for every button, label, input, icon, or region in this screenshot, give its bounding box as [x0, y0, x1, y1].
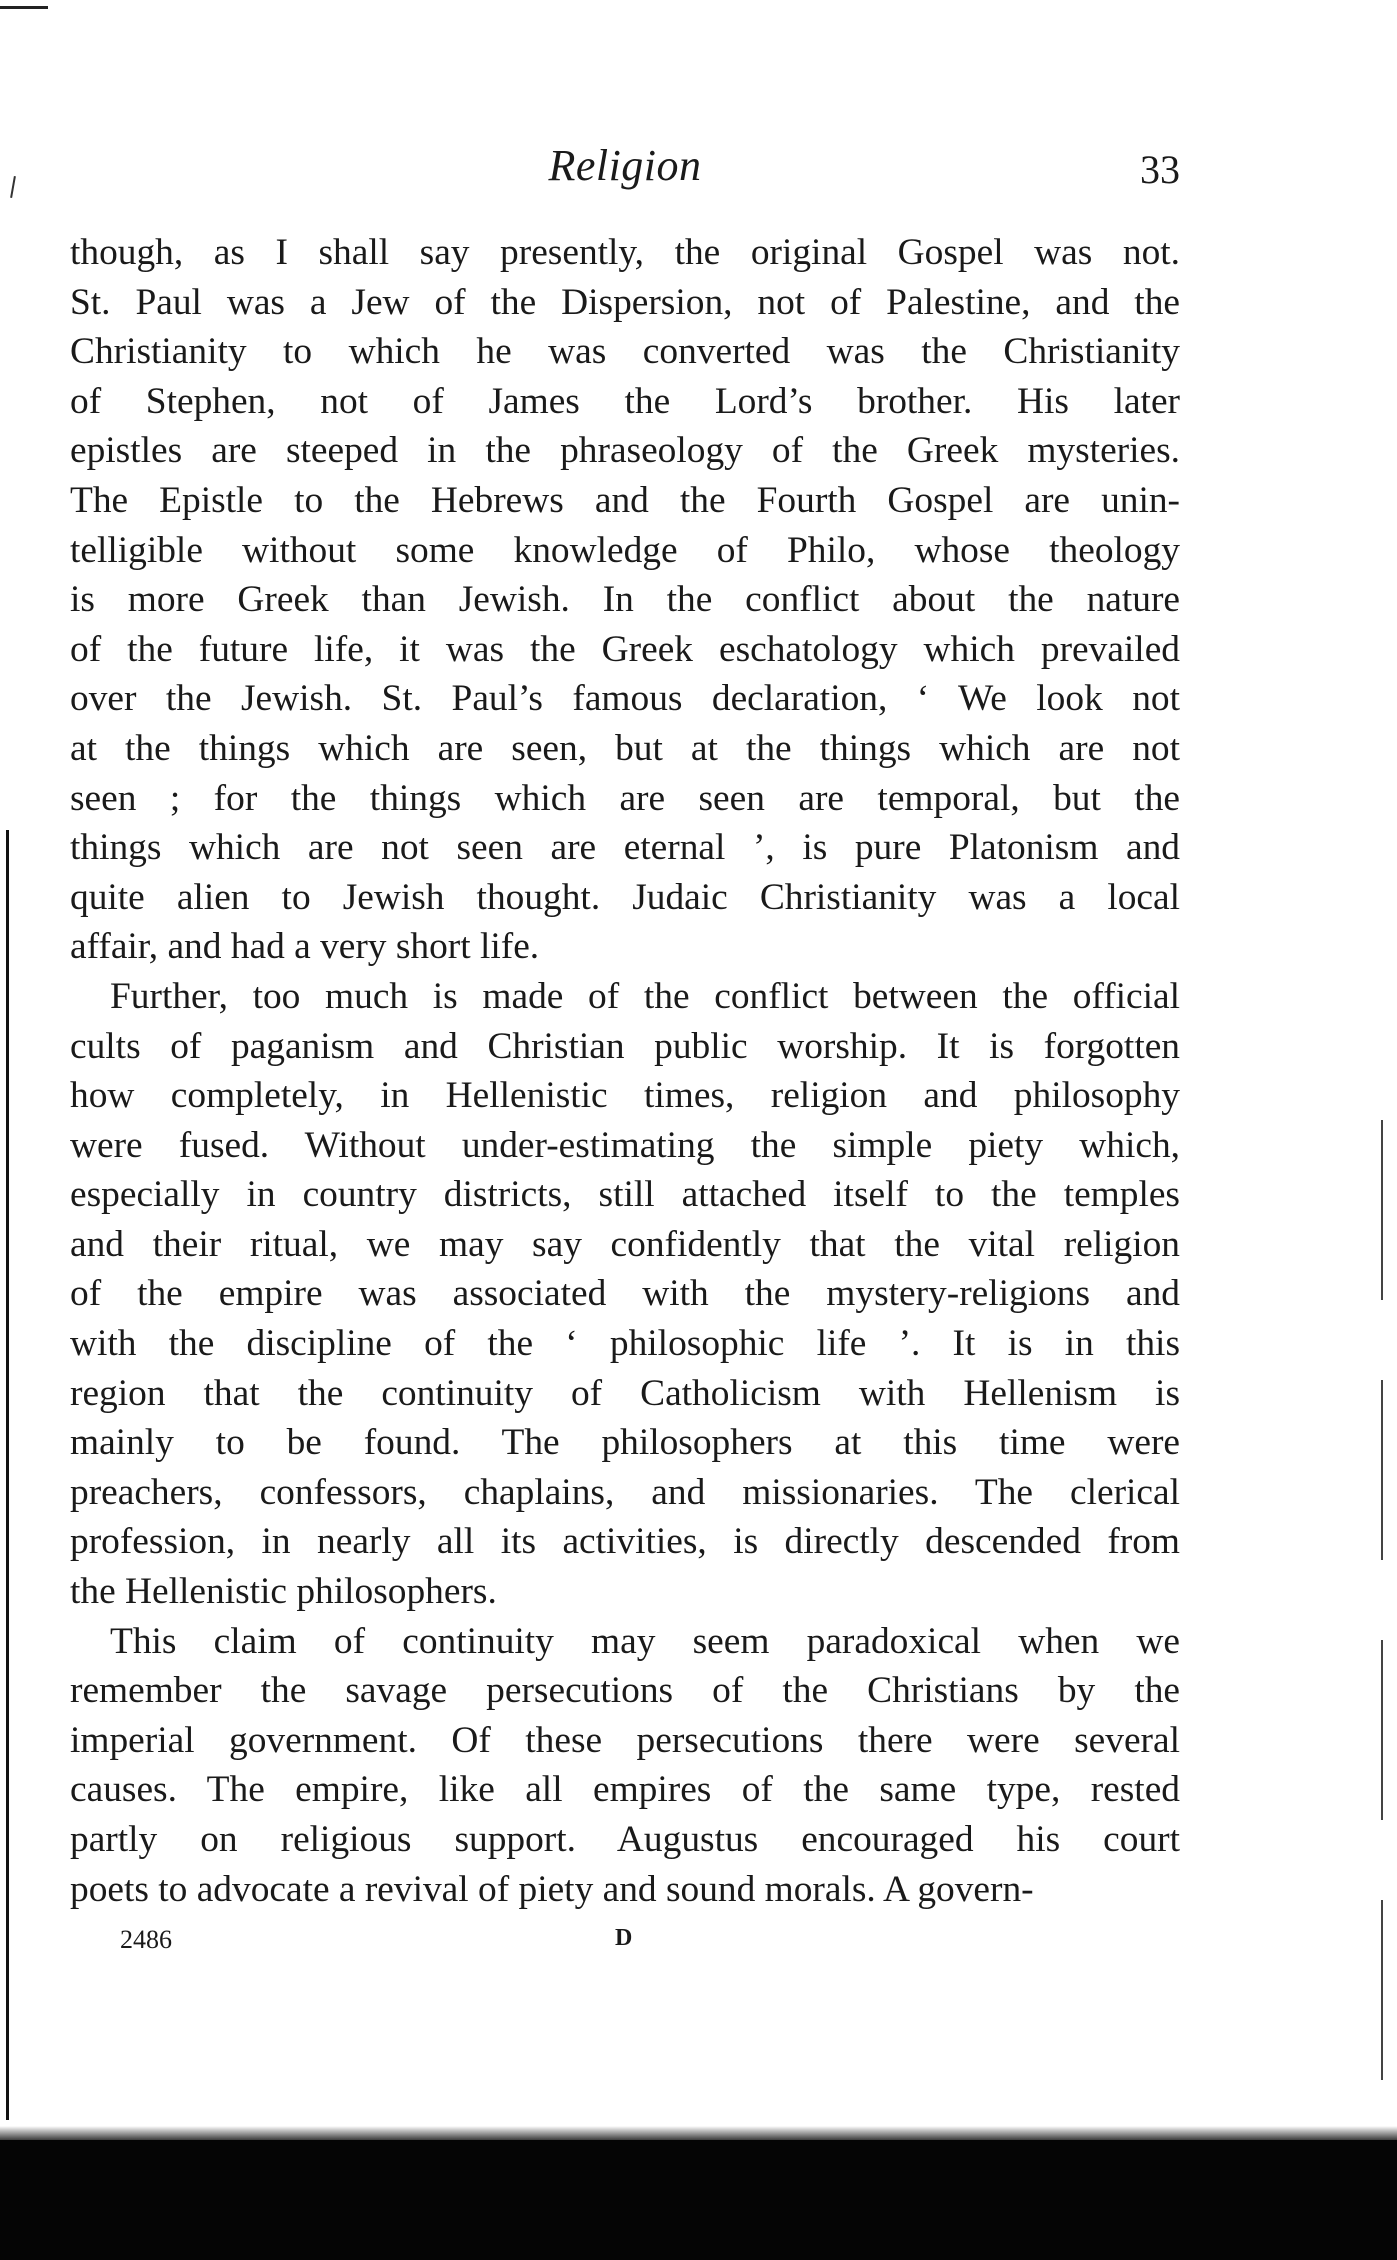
- page-footer: [110, 1925, 1110, 1965]
- text-line: partly on religious support. Augustus encouraged his court: [70, 1819, 1180, 1860]
- scan-artifact-bottom-band: [0, 2140, 1397, 2260]
- text-line: preachers, confessors, chaplains, and missionaries. The clerical: [70, 1471, 1180, 1513]
- signature-letter: D: [615, 1925, 633, 1951]
- text-line: epistles are steeped in the phraseology of the Greek mysteries.: [70, 430, 1180, 472]
- text-line: is more Greek than Jewish. In the conflict about the nature: [70, 579, 1180, 621]
- scan-artifact-top-mark: [0, 6, 48, 9]
- text-line: at the things which are seen, but at the things which are not: [70, 727, 1180, 769]
- scan-artifact-left-tick: [10, 176, 16, 198]
- text-line: telligible without some knowledge of Philo, whose theology: [70, 529, 1180, 571]
- paragraph: [70, 228, 1180, 972]
- text-line: quite alien to Jewish thought. Judaic Christianity was a local: [70, 876, 1180, 918]
- scan-artifact-right-edge: [1381, 1120, 1383, 2140]
- text-line: causes. The empire, like all empires of the same type, rested: [70, 1769, 1180, 1811]
- text-line: of the empire was associated with the mystery-religions and: [70, 1273, 1180, 1315]
- text-line: Christianity to which he was converted was the Christianity: [70, 331, 1180, 373]
- text-line: cults of paganism and Christian public worship. It is forgotten: [70, 1025, 1180, 1067]
- text-line: poets to advocate a revival of piety and sound morals. A govern-: [70, 1868, 1034, 1910]
- text-line: over the Jewish. St. Paul’s famous declaration, ‘ We look not: [70, 678, 1180, 720]
- running-head: [70, 140, 1180, 196]
- text-line: the Hellenistic philosophers.: [70, 1571, 497, 1613]
- text-line: mainly to be found. The philosophers at this time were: [70, 1422, 1180, 1464]
- text-line: though, as I shall say presently, the original Gospel was not.: [70, 232, 1180, 273]
- text-line: region that the continuity of Catholicism with Hellenism is: [70, 1372, 1180, 1414]
- text-line: remember the savage persecutions of the Christians by the: [70, 1670, 1180, 1712]
- scan-artifact-left-edge: [6, 830, 9, 2120]
- text-line: especially in country districts, still attached itself to the temples: [70, 1174, 1180, 1216]
- running-title: Religion: [548, 141, 702, 190]
- text-line: The Epistle to the Hebrews and the Fourth Gospel are unin-: [70, 479, 1180, 521]
- page-number: 33: [1140, 147, 1180, 192]
- text-line: of Stephen, not of James the Lord’s brother. His later: [70, 380, 1180, 422]
- text-line: affair, and had a very short life.: [70, 926, 540, 968]
- text-line: and their ritual, we may say confidently that the vital religion: [70, 1223, 1180, 1265]
- text-line: things which are not seen are eternal ’, is pure Platonism and: [70, 827, 1180, 869]
- text-line: with the discipline of the ‘ philosophic life ’. It is in this: [70, 1323, 1180, 1365]
- text-line: were fused. Without under-estimating the simple piety which,: [70, 1124, 1180, 1166]
- text-line: profession, in nearly all its activities, is directly descended from: [70, 1521, 1180, 1563]
- text-line: seen ; for the things which are seen are temporal, but the: [70, 777, 1180, 819]
- text-line: how completely, in Hellenistic times, religion and philosophy: [70, 1075, 1180, 1117]
- text-line: of the future life, it was the Greek eschatology which prevailed: [70, 628, 1180, 670]
- text-line: imperial government. Of these persecutions there were several: [70, 1719, 1180, 1761]
- paragraph: [70, 1617, 1180, 1915]
- text-line: This claim of continuity may seem paradoxical when we: [110, 1620, 1180, 1662]
- body-text: [70, 228, 1180, 1914]
- text-line: Further, too much is made of the conflict between the official: [110, 975, 1180, 1017]
- paragraph: [70, 972, 1180, 1617]
- text-line: St. Paul was a Jew of the Dispersion, not of Palestine, and the: [70, 281, 1180, 323]
- signature-number: 2486: [120, 1925, 172, 1954]
